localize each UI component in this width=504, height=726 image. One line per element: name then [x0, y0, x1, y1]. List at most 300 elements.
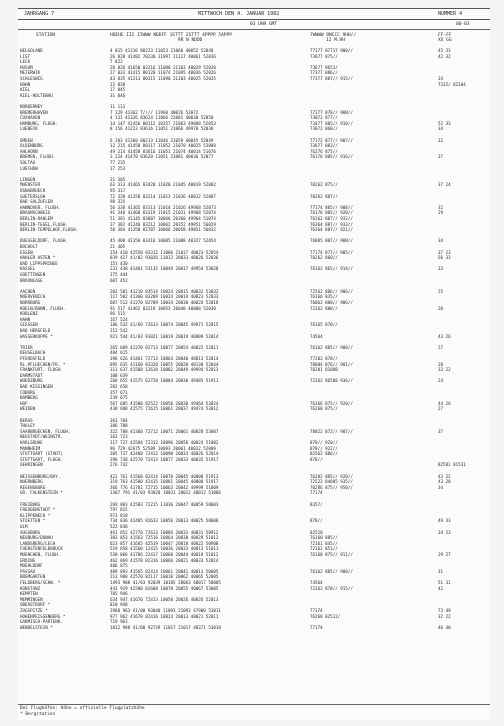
table-row	[18, 82, 490, 87]
table-row	[18, 76, 490, 81]
table-row	[18, 154, 490, 159]
station-name: ULM	[20, 524, 28, 529]
table-row	[18, 339, 490, 344]
station-values: 6 203 41360 80213 11046 21059 40045 52049	[110, 137, 214, 143]
table-row	[18, 401, 490, 406]
footer-divider	[18, 704, 490, 705]
station-values: 212 542	[110, 328, 128, 333]
station-values: 96 515	[110, 311, 126, 317]
station-values: 49 214 41458 83616 11051 21074 40014 51076	[110, 148, 216, 154]
station-values: 973 818	[110, 512, 128, 518]
station-name: HAHN	[20, 316, 31, 322]
station-name: MUENSTER	[20, 182, 41, 188]
table-row	[18, 182, 490, 187]
station-groups: 76162 865// 914//	[310, 266, 353, 272]
station-values: 386 708	[110, 423, 128, 429]
station-values: 406 875	[110, 563, 128, 569]
table-row	[18, 250, 490, 255]
station-wind: 34	[438, 76, 444, 81]
table-row	[18, 558, 490, 563]
col-group-sub: 12 M.HH	[326, 38, 345, 43]
table-row	[18, 306, 490, 311]
date-label: MITTWOCH DEN 4. JANUAR 1982	[198, 11, 280, 17]
station-name: SAARBRUECKEN, FLUGH.	[20, 428, 71, 434]
station-wind: 34	[438, 238, 444, 244]
station-name: ERDING	[20, 557, 36, 563]
station-name: HOHENPEISSENBERG *	[20, 613, 66, 619]
station-values: 14 147 41456 80112 10357 21063 49888 52053	[110, 120, 216, 126]
station-groups: 73677 875//	[310, 53, 338, 59]
table-row	[18, 188, 490, 193]
station-values: 8 156 41223 83616 11051 21066 49970 52036	[110, 126, 214, 132]
station-name: NOERVENICH	[20, 294, 46, 300]
station-wind: T315/ 82104	[438, 81, 466, 87]
table-row	[18, 608, 490, 613]
table-row	[18, 216, 490, 221]
station-name: FREUDENSTADT *	[20, 507, 56, 513]
station-groups: 76176 885// 920//	[310, 210, 353, 216]
station-values: 26 820 41482 70230 11097 21117 40061 52036	[110, 53, 216, 59]
station-name: RL.PFLUECHEN/FR. *	[20, 361, 66, 367]
station-values: 63 313 41465 83420 11020 21045 40019 52082	[110, 182, 216, 188]
station-name: KEMPTEN	[20, 591, 38, 597]
table-row	[18, 238, 490, 243]
station-name: REGENSBURG	[20, 484, 46, 490]
station-values: 396 626 41461 72713 10064 20040 48013 52014	[110, 356, 219, 361]
station-wind: 29 27	[438, 552, 451, 557]
table-row	[18, 602, 490, 607]
table-row	[18, 569, 490, 574]
station-wind: 25	[438, 288, 444, 294]
station-values: 462 869 41570 82316 10066 20021 40033 52014	[110, 557, 219, 563]
station-values: 319 763 41580 42415 10081 20045 40008 51917	[110, 479, 219, 485]
table-row	[18, 591, 490, 596]
station-values: 43 835 41213 80315 11090 21103 40025 52035	[110, 76, 216, 81]
obs-range: 00-03	[456, 22, 470, 27]
station-groups: 73677 883//	[310, 143, 338, 149]
table-row	[18, 59, 490, 64]
station-values: 422 761 41560 82414 10070 20045 40008 51913	[110, 473, 219, 479]
station-groups: 77202 878//	[310, 356, 338, 361]
station-wind: 28	[438, 361, 444, 367]
station-name: DEUSELBACH	[20, 350, 46, 356]
station-wind: 52 33	[438, 120, 451, 126]
table-row	[18, 98, 490, 103]
station-wind: 34	[438, 126, 444, 132]
station-values: 1493 908 41/03 92039 10105 20063 40017 50005	[110, 580, 221, 585]
station-name: FRANKFURT, FLUGH.	[20, 367, 63, 373]
station-values: 265 609 41370 82713 10077 20054 40022 52011	[110, 344, 219, 350]
table-row	[18, 362, 490, 367]
table-row	[18, 266, 490, 271]
station-values: 11 113	[110, 104, 126, 109]
station-values: 268 655 41575 62720 10084 20030 49485 51911	[110, 378, 219, 384]
station-groups: 76276 875//	[310, 148, 338, 154]
table-row	[18, 474, 490, 479]
table-row	[18, 619, 490, 624]
station-groups: 78084 876// 901//	[310, 361, 353, 367]
station-values: 12 838	[110, 81, 126, 87]
station-groups: 76062 880// 906//	[310, 300, 353, 305]
col-main-sub: RR N NDDD	[178, 38, 203, 43]
table-row	[18, 345, 490, 350]
station-values: 810 948	[110, 602, 128, 608]
table-row	[18, 210, 490, 215]
table-row	[18, 115, 490, 120]
station-groups: 72522 84805 935//	[310, 479, 353, 485]
station-name: PASSAU	[20, 568, 36, 574]
station-values: 305 737 42480 72412 10090 20033 40026 52014	[110, 451, 219, 457]
station-values: 50 384 41350 82707 10066 20058 49851 56032	[110, 227, 216, 233]
table-row	[18, 272, 490, 277]
station-wind: 27	[438, 344, 444, 350]
station-name: BRAUNLAGE	[20, 277, 43, 283]
table-row	[18, 227, 490, 232]
station-wind: 33 22	[438, 367, 451, 373]
station-name: HOF	[20, 400, 28, 406]
table-row	[18, 70, 490, 75]
table-row	[18, 356, 490, 361]
station-name: BREMEN, FLUGH.	[20, 154, 56, 160]
station-groups: 76260 875//	[310, 406, 338, 412]
station-wind: 43 20	[438, 479, 451, 485]
station-name: OEHRINGEN	[20, 462, 43, 468]
station-name: LIST	[20, 53, 31, 59]
station-wind: 37 24	[438, 182, 451, 188]
station-name: BAD HERSFELD	[20, 328, 51, 333]
station-name: AHLHORN	[20, 148, 38, 154]
table-row	[18, 373, 490, 378]
table-row	[18, 104, 490, 109]
col-station: STATION	[36, 33, 55, 38]
station-values: 154 410 42550 83312 11006 21017 40023 52054	[110, 249, 219, 255]
table-row	[18, 54, 490, 59]
table-row	[18, 423, 490, 428]
station-values: 28 826 41650 03216 11080 21103 40029 52020	[110, 64, 216, 70]
table-row	[18, 552, 490, 557]
station-values: 21 405	[110, 244, 126, 249]
station-name: STUTTGART, FLUGH.	[20, 456, 63, 462]
station-values: 734 836 42485 82633 10056 20013 40025 50008	[110, 518, 219, 524]
station-values: 839 427 41/02 93026 11013 20033 40026 52036	[110, 255, 219, 261]
station-groups: 76162 885// 908//	[310, 344, 353, 350]
station-values: 21 305	[110, 176, 126, 182]
table-row	[18, 283, 490, 288]
station-values: 175 444	[110, 272, 128, 277]
station-name: MEIERWIK	[20, 70, 41, 76]
station-groups: 70281 81008	[310, 367, 338, 373]
station-name: MEMMINGEN	[20, 596, 43, 602]
table-row	[18, 110, 490, 115]
station-groups: 70262 875//	[310, 182, 338, 188]
table-row	[18, 418, 490, 423]
table-row	[18, 278, 490, 283]
station-groups: 878//	[310, 456, 323, 462]
station-name: WUERZBURG	[20, 378, 43, 384]
station-values: 1832 988 41/00 92729 11017 21017 48371 53010	[110, 624, 221, 630]
station-name: BERLIN-TEMPELHOF,FLUGH.	[20, 227, 78, 233]
station-name: PFERDSFELD	[20, 356, 46, 361]
station-name: BERLIN-TEGEL,FLUGH.	[20, 221, 68, 227]
station-wind: 44 26	[438, 400, 451, 406]
station-name: KIEL	[20, 87, 31, 93]
station-name: SOLTAU	[20, 160, 36, 165]
station-name: FUERSTENFELDBRUCK	[20, 546, 63, 552]
station-groups: 77174 877// 905//	[310, 249, 353, 255]
station-name: GR. FALKENSTEIN *	[20, 490, 63, 496]
station-wind: 32	[438, 204, 444, 210]
table-row	[18, 479, 490, 484]
station-values: 366 776 41782 72715 10063 20042 49999 51009	[110, 484, 219, 490]
station-groups: 74564	[310, 580, 323, 585]
table-row	[18, 518, 490, 523]
table-row	[18, 412, 490, 417]
station-values: 2960 963 41/00 93040 11093 21093 47900 53011	[110, 608, 221, 613]
station-values: 396 738 42570 72413 10077 20033 40035 51917	[110, 456, 219, 462]
table-row	[18, 457, 490, 462]
table-row	[18, 93, 490, 98]
station-name: ZUGSPITZE *	[20, 608, 48, 613]
table-row	[18, 222, 490, 227]
station-name: KLIPPENECK *	[20, 512, 51, 518]
station-values: 37 382 41248 83212 10062 20352 49851 56029	[110, 221, 216, 227]
issue-number: NUMMER 4	[438, 11, 463, 17]
station-name: BREMERHAVEN	[20, 109, 48, 115]
station-name: GARMISCH-PARTENK.	[20, 619, 63, 625]
table-row	[18, 530, 490, 535]
station-values: 443 929 42580 82608 10070 20055 40067 53005	[110, 585, 219, 591]
station-groups: 73477 885// 910//	[310, 120, 353, 126]
station-values: 4 131 41326 83624 11066 21081 40030 52050	[110, 115, 214, 121]
station-name: KASSEL	[20, 266, 36, 272]
station-values: 117 727 42584 72312 10096 20056 40024 51002	[110, 440, 219, 445]
station-name: NEUBURG/DONAU	[20, 535, 53, 541]
station-values: 530 866 41786 22417 10060 20044 40019 51012	[110, 552, 219, 557]
table-row	[18, 378, 490, 383]
station-groups: 74564	[310, 333, 323, 339]
table-row	[18, 390, 490, 395]
station-name: LINGEN	[20, 176, 36, 182]
station-wind: 31	[438, 568, 444, 574]
station-groups: 878// 920//	[310, 440, 338, 445]
station-name: NORDERNEY	[20, 104, 43, 109]
station-wind: 20	[438, 305, 444, 311]
station-groups: 77377 887// 915//	[310, 76, 353, 81]
station-groups: 82520	[310, 529, 323, 535]
table-row	[18, 446, 490, 451]
footer-note-1: Bei Flughäfen: Höhe = offizielle Flugplatzhöhe	[20, 706, 145, 711]
station-groups: 82562 886//	[310, 451, 338, 457]
station-groups: 73677 8653/	[310, 64, 338, 70]
station-wind: 32	[438, 137, 444, 143]
station-values: 484 615	[110, 350, 128, 356]
station-wind: 43 26	[438, 333, 451, 339]
station-values: 519 858 41560 12415 10036 20033 40013 51011	[110, 546, 219, 552]
station-values: 202 501 41210 83514 10024 20015 40032 53032	[110, 288, 219, 294]
table-row	[18, 524, 490, 529]
station-name: BERUS	[20, 417, 33, 423]
station-values: 438 688 42575 72615 10061 20037 49474 53012	[110, 406, 219, 412]
station-name: HAHLER ASTEN *	[20, 255, 56, 261]
station-wind: 49 33	[438, 518, 451, 524]
station-values: 895 635 41160 83320 10055 20020 48130 52044	[110, 361, 219, 367]
table-row	[18, 586, 490, 591]
table-row	[18, 311, 490, 316]
station-values: 276 742	[110, 462, 128, 468]
station-name: STUTTGART (STADT)	[20, 451, 63, 457]
station-values: 108 639	[110, 372, 128, 378]
station-values: 95 317	[110, 188, 126, 193]
station-name: AUGSBURG	[20, 529, 41, 535]
station-name: STOETTEN *	[20, 518, 46, 524]
station-groups: 76282 885// 920//	[310, 473, 353, 479]
station-wind: 37	[438, 154, 444, 160]
obs-time: 03 UHR GMT	[250, 22, 278, 27]
station-groups: 70262 860//	[310, 255, 338, 261]
station-wind: 56 33	[438, 255, 451, 261]
station-values: 91 517 41462 83219 10053 20040 40008 52030	[110, 305, 216, 311]
col-wind: FF-FF	[438, 33, 452, 38]
station-name: OBERSTDORF *	[20, 602, 51, 608]
station-name: FELDBERG/SCHW. *	[20, 580, 61, 585]
station-name: ESSEN	[20, 249, 33, 255]
station-groups: 72162 86508 936//	[310, 378, 353, 384]
table-row	[18, 395, 490, 400]
table-row	[18, 485, 490, 490]
col-group: 7WWWW 8NCCC 9HH//	[310, 33, 357, 38]
table-row	[18, 205, 490, 210]
station-groups: 77174	[310, 624, 323, 630]
station-values: 634 947 41670 72413 10050 20026 40026 52013	[110, 596, 219, 602]
table-row	[18, 541, 490, 546]
station-groups: 76176 885// 916//	[310, 154, 353, 160]
station-values: 56 338 41365 83313 11014 21026 49968 52073	[110, 204, 216, 210]
station-groups: 878//	[310, 518, 323, 524]
station-groups: 76162 885// 908//	[310, 568, 353, 574]
station-name: BOCHOLT	[20, 244, 38, 249]
table-row	[18, 513, 490, 518]
station-values: 111 637 41580 12618 10082 20049 49994 52013	[110, 367, 219, 373]
station-values: 607 452	[110, 277, 128, 283]
station-name: LUECHOW	[20, 165, 38, 171]
station-name: DARMSTADT	[20, 372, 43, 378]
station-wind: 37	[438, 428, 444, 434]
station-name: BERLIN-DAHLEM	[20, 216, 53, 221]
station-wind: 37 23	[438, 249, 451, 255]
table-row	[18, 580, 490, 585]
station-name: HUSUM	[20, 64, 33, 70]
col-main: HOEHE III IIWWW NDDFF 1STTT 2STTT 4PPPP 5APPP	[110, 33, 232, 38]
station-groups: 78822 872// 907//	[310, 428, 353, 434]
table-row	[18, 126, 490, 131]
station-name: KONSTANZ	[20, 585, 41, 591]
station-name: KOBLENZ	[20, 311, 38, 317]
station-wind: 73 49	[438, 608, 451, 613]
station-values: 409 893 41565 82414 10061 20041 40013 50005	[110, 568, 219, 574]
station-name: FREIBURG	[20, 501, 41, 507]
station-groups: 73072 877//	[310, 115, 338, 121]
station-groups: 77177 878// 908//	[310, 109, 353, 115]
station-name: GOETTINGEN	[20, 272, 46, 277]
table-row	[18, 132, 490, 137]
table-row	[18, 149, 490, 154]
station-groups: 76160 885//	[310, 535, 338, 541]
station-name: WEIDEN	[20, 406, 36, 412]
station-values: 7 822	[110, 59, 123, 65]
station-name: DUESSELDORF, FLUGH.	[20, 238, 68, 244]
table-row	[18, 194, 490, 199]
station-groups: 72162 851//	[310, 546, 338, 552]
station-name: LECK	[20, 59, 31, 65]
table-row	[18, 300, 490, 305]
station-wind: 43 22	[438, 473, 451, 479]
table-row	[18, 143, 490, 148]
table-row	[18, 574, 490, 579]
table-row	[18, 334, 490, 339]
table-row	[18, 434, 490, 439]
station-groups: 72162 878// 915//	[310, 585, 353, 591]
station-name: NORRBURG	[20, 300, 41, 305]
table-row	[18, 171, 490, 176]
table-row	[18, 597, 490, 602]
station-groups: 76166 835//	[310, 294, 338, 300]
station-groups: 76268 82512/	[310, 613, 341, 619]
station-values: 607 512 41270 82709 10034 20030 40024 52018	[110, 300, 219, 305]
station-values: 719 963	[110, 619, 128, 625]
station-groups: 70262 887//	[310, 193, 338, 199]
table-row	[18, 496, 490, 501]
station-name: SCHLESWIG	[20, 76, 43, 81]
station-values: 91 348 41460 83319 11015 21031 49968 52074	[110, 210, 216, 216]
station-values: 77 235	[110, 160, 126, 165]
station-groups: 72562 886// 906//	[310, 288, 353, 294]
station-wind: 34 23	[438, 529, 451, 535]
station-name: GIESSEN	[20, 322, 38, 328]
table-row	[18, 166, 490, 171]
station-groups: 76166 875// 920//	[310, 400, 353, 406]
station-values: 705 946	[110, 591, 128, 597]
station-wind: 32 22	[438, 613, 451, 619]
station-wind: 24	[438, 378, 444, 384]
station-name: WEISSENBURG/BAY.	[20, 473, 61, 479]
station-wind: 33	[438, 266, 444, 272]
station-name: LUEBECK	[20, 126, 38, 132]
station-wind: 45 31	[438, 48, 451, 53]
station-groups: 878// 922//	[310, 445, 338, 451]
station-name: BAD LIPPSPRINGE	[20, 260, 58, 266]
station-wind: 29	[438, 210, 444, 216]
station-values: 117 502 41360 83209 10024 20019 40023 52033	[110, 294, 219, 300]
station-groups: 73072 860//	[310, 126, 338, 132]
table-row	[18, 138, 490, 143]
station-name: BREMGARTEN	[20, 574, 46, 580]
station-values: 186 532 41/69 72613 10074 20045 49971 52015	[110, 322, 219, 328]
table-row	[18, 233, 490, 238]
station-name: HELGOLAND	[20, 48, 43, 53]
table-row	[18, 255, 490, 260]
table-row	[18, 468, 490, 473]
station-name: OSNABRUECK	[20, 188, 46, 193]
table-row	[18, 625, 490, 630]
table-row	[18, 48, 490, 53]
station-name: TRIER	[20, 344, 33, 350]
station-name: HANNOVER, FLUGH.	[20, 204, 61, 210]
station-values: 461 852 42770 72613 10086 20033 40031 50912	[110, 529, 219, 535]
station-values: 96 729 42675 52509 10093 20061 40032 52009	[110, 445, 216, 451]
station-name: CUXHAVEN	[20, 115, 41, 121]
bulletin-page	[18, 8, 490, 720]
table-row	[18, 614, 490, 619]
